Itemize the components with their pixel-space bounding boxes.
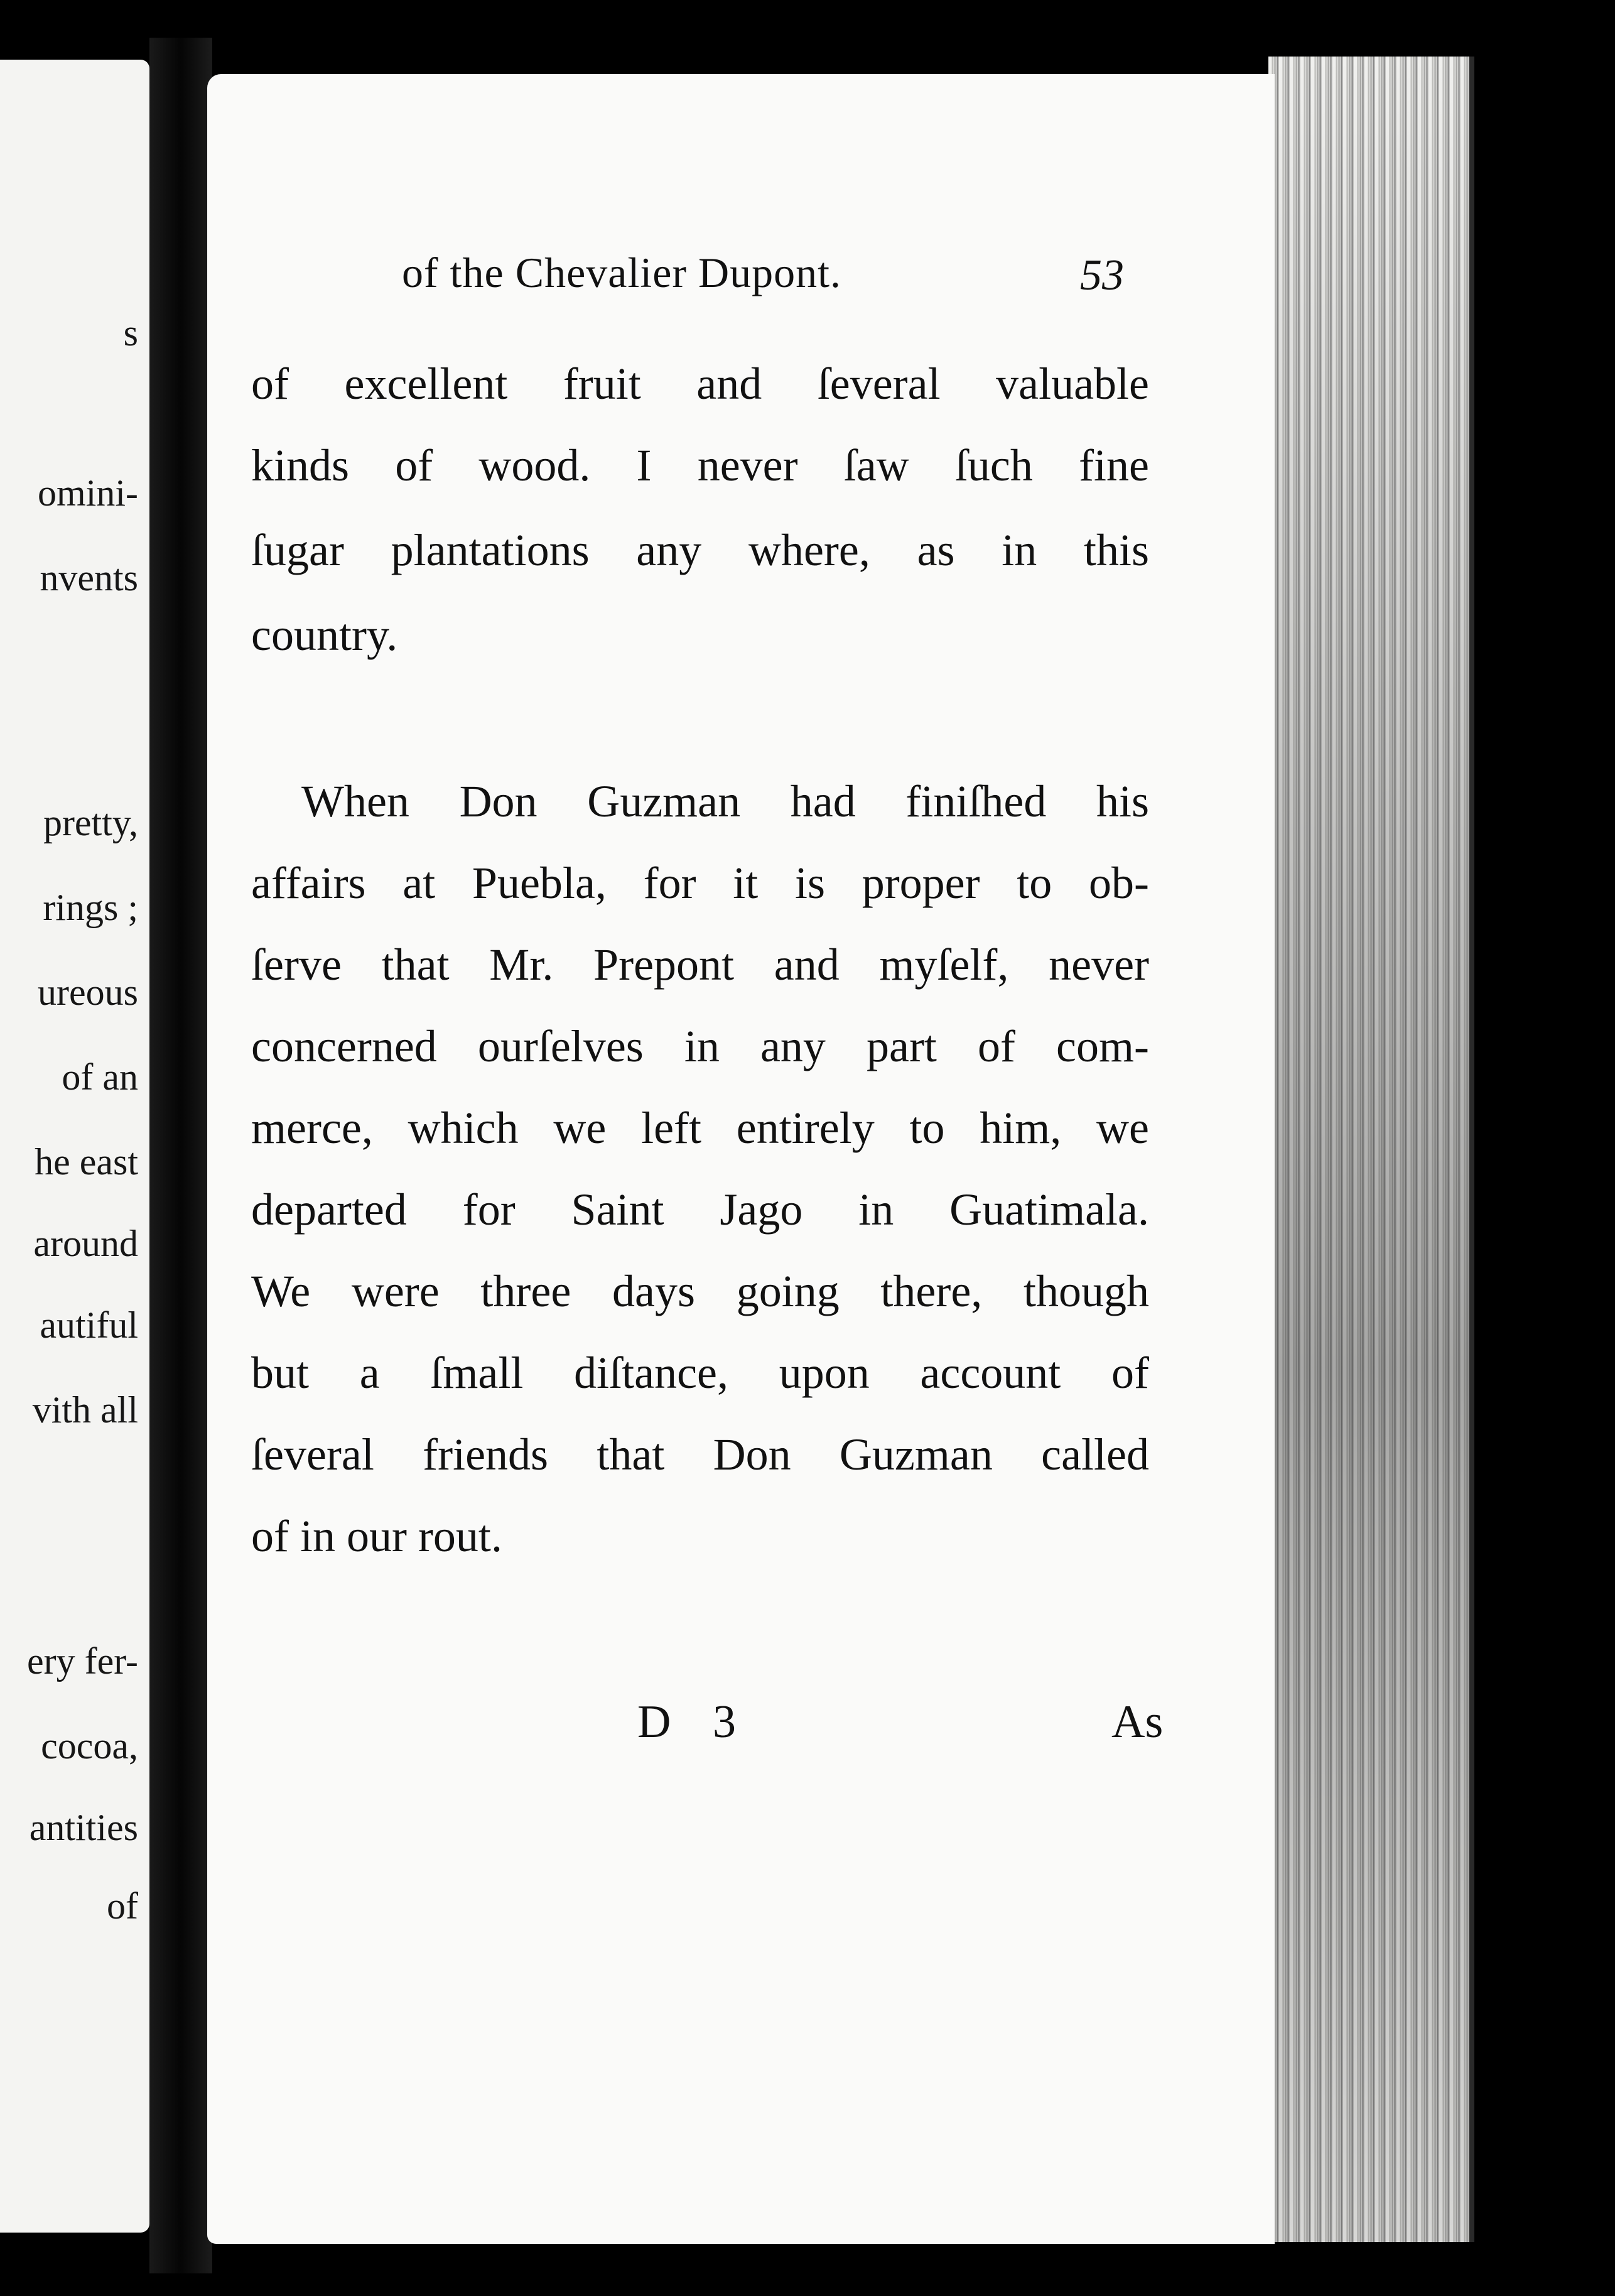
text-line: concerned ourſelves in any part of com- — [251, 1021, 1149, 1071]
text-line: When Don Guzman had finiſhed his — [301, 776, 1149, 826]
text-line: departed for Saint Jago in Guatimala. — [251, 1184, 1149, 1235]
text-line: ſugar plantations any where, as in this — [251, 525, 1149, 575]
left-page-fragment: autiful — [40, 1304, 138, 1346]
left-page-fragment: around — [33, 1223, 138, 1264]
text-line: affairs at Puebla, for it is proper to ob- — [251, 858, 1149, 908]
left-page-fragment: pretty, — [43, 802, 138, 843]
text-line: of in our rout. — [251, 1511, 502, 1561]
page-header — [0, 248, 1615, 298]
left-page-fragment: of an — [62, 1056, 138, 1098]
left-page-fragment: rings ; — [43, 887, 138, 928]
left-page-fragment: s — [123, 312, 138, 354]
text-line: merce, which we left entirely to him, we — [251, 1103, 1149, 1153]
text-line: ſerve that Mr. Prepont and myſelf, never — [251, 940, 1149, 990]
page-edges — [1268, 57, 1474, 2242]
page-footer — [0, 1696, 1615, 1752]
left-page-fragment: antities — [29, 1807, 138, 1848]
text-line: but a ſmall diſtance, upon account of — [251, 1348, 1149, 1398]
signature-mark: D 3 — [637, 1696, 751, 1748]
text-line: of excellent fruit and ſeveral valuable — [251, 359, 1149, 409]
left-page-fragment: of — [107, 1885, 138, 1927]
left-page — [0, 60, 149, 2233]
text-line: We were three days going there, though — [251, 1266, 1149, 1316]
catchword: As — [1111, 1696, 1164, 1748]
left-page-fragment: vith all — [32, 1389, 138, 1431]
left-page-fragment: nvents — [40, 557, 138, 598]
page-number: 53 — [1080, 251, 1124, 300]
text-line: kinds of wood. I never ſaw ſuch fine — [251, 440, 1149, 490]
left-page-fragment: ureous — [38, 972, 138, 1013]
left-page-fragment: cocoa, — [41, 1725, 138, 1767]
running-title: of the Chevalier Dupont. — [402, 249, 842, 296]
text-line: country. — [251, 610, 398, 660]
left-page-fragment: he east — [35, 1141, 138, 1183]
left-page-fragment: omini- — [38, 472, 138, 514]
left-page-fragment: ery fer- — [27, 1640, 138, 1682]
text-line: ſeveral friends that Don Guzman called — [251, 1429, 1149, 1480]
book-gutter — [149, 38, 212, 2273]
